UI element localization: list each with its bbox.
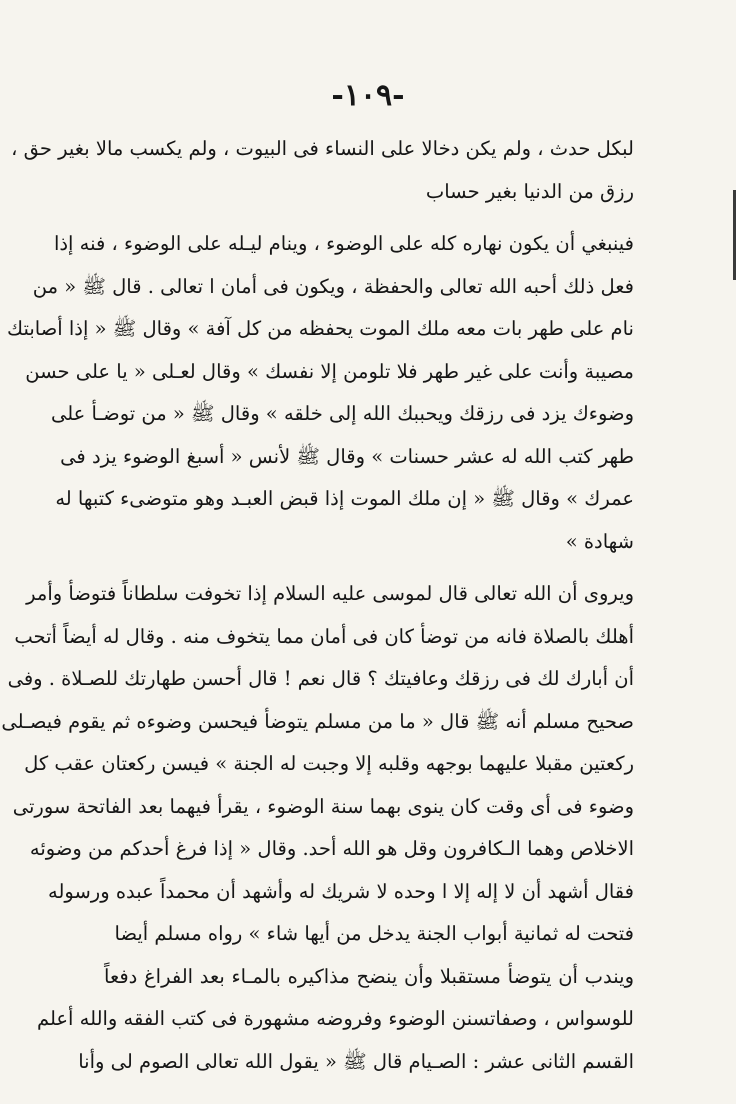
text-line: لبكل حدث ، ولم يكن دخالا على النساء فى البيوت ، ولم يكسب مالا بغير حق ، [11,137,634,160]
text-line: للوسواس ، وصفاتسنن الوضوء وفروضه مشهورة فى كتب الفقه والله أعلم [36,1007,634,1030]
text-line: الاخلاص وهما الـكافرون وقل هو الله أحد. وقال « إذا فرغ أحدكم من وضوئه [29,837,634,860]
text-line: ركعتين مقبلا عليهما بوجهه وقلبه إلا وجبت له الجنة » فيسن ركعتان عقب كل [24,752,634,775]
text-line: عمرك » وقال ﷺ « إن ملك الموت إذا قبض العبـد وهو متوضىء كتبها له [55,487,634,510]
text-line: صحيح مسلم أنه ﷺ قال « ما من مسلم يتوضأ فيحسن وضوءه ثم يقوم فيصـلى [1,709,634,733]
text-line: طهر كتب الله له عشر حسنات » وقال ﷺ لأنس « أسبغ الوضوء يزد فى [60,444,634,468]
text-line: ويندب أن يتوضأ مستقبلا وأن ينضح مذاكيره بالمـاء بعد الفراغ دفعاً [104,964,634,988]
text-line: فقال أشهد أن لا إله إلا ا وحده لا شريك له وأشهد أن محمداً عبده ورسوله [48,879,634,903]
text-line: ويروى أن الله تعالى قال لموسى عليه السلام إذا تخوفت سلطاناً فتوضأ وأمر [26,582,634,605]
text-line: أهلك بالصلاة فانه من توضأ كان فى أمان مما يتخوف منه . وقال له أيضاً أتحب [14,624,634,648]
text-line: أن أبارك لك فى رزقك وعافيتك ؟ قال نعم ! قال أحسن طهارتك للصـلاة . وفى [7,667,634,690]
body-text [1,128,634,1083]
text-line: وضوءك يزد فى رزقك ويحببك الله إلى خلقه » وقال ﷺ « من توضـأ على [50,402,634,425]
text-line: فعل ذلك أحبه الله تعالى والحفظة ، ويكون فى أمان ا تعالى . قال ﷺ « من [32,274,634,298]
text-line: فينبغي أن يكون نهاره كله على الوضوء ، وينام ليـله على الوضوء ، فنه إذا [53,232,634,255]
text-line: نام على طهر بات معه ملك الموت يحفظه من كل آفة » وقال ﷺ « إذا أصابتك [7,317,634,340]
text-line: وضوء فى أى وقت كان ينوى بهما سنة الوضوء ، يقرأ فيهما بعد الفاتحة سورتى [12,794,634,818]
text-line: فتحت له ثمانية أبواب الجنة يدخل من أيها شاء » رواه مسلم أيضا [114,922,634,945]
text-line: القسم الثانى عشر : الصـيام قال ﷺ « يقول الله تعالى الصوم لى وأنا [78,1049,634,1073]
text-line: مصيبة وأنت على غير طهر فلا تلومن إلا نفسك » وقال لعـلى « يا على حسن [25,359,634,383]
page-number: -١٠٩- [331,78,405,113]
text-line: رزق من الدنيا بغير حساب [425,179,634,203]
text-line: شهادة » [565,529,634,553]
